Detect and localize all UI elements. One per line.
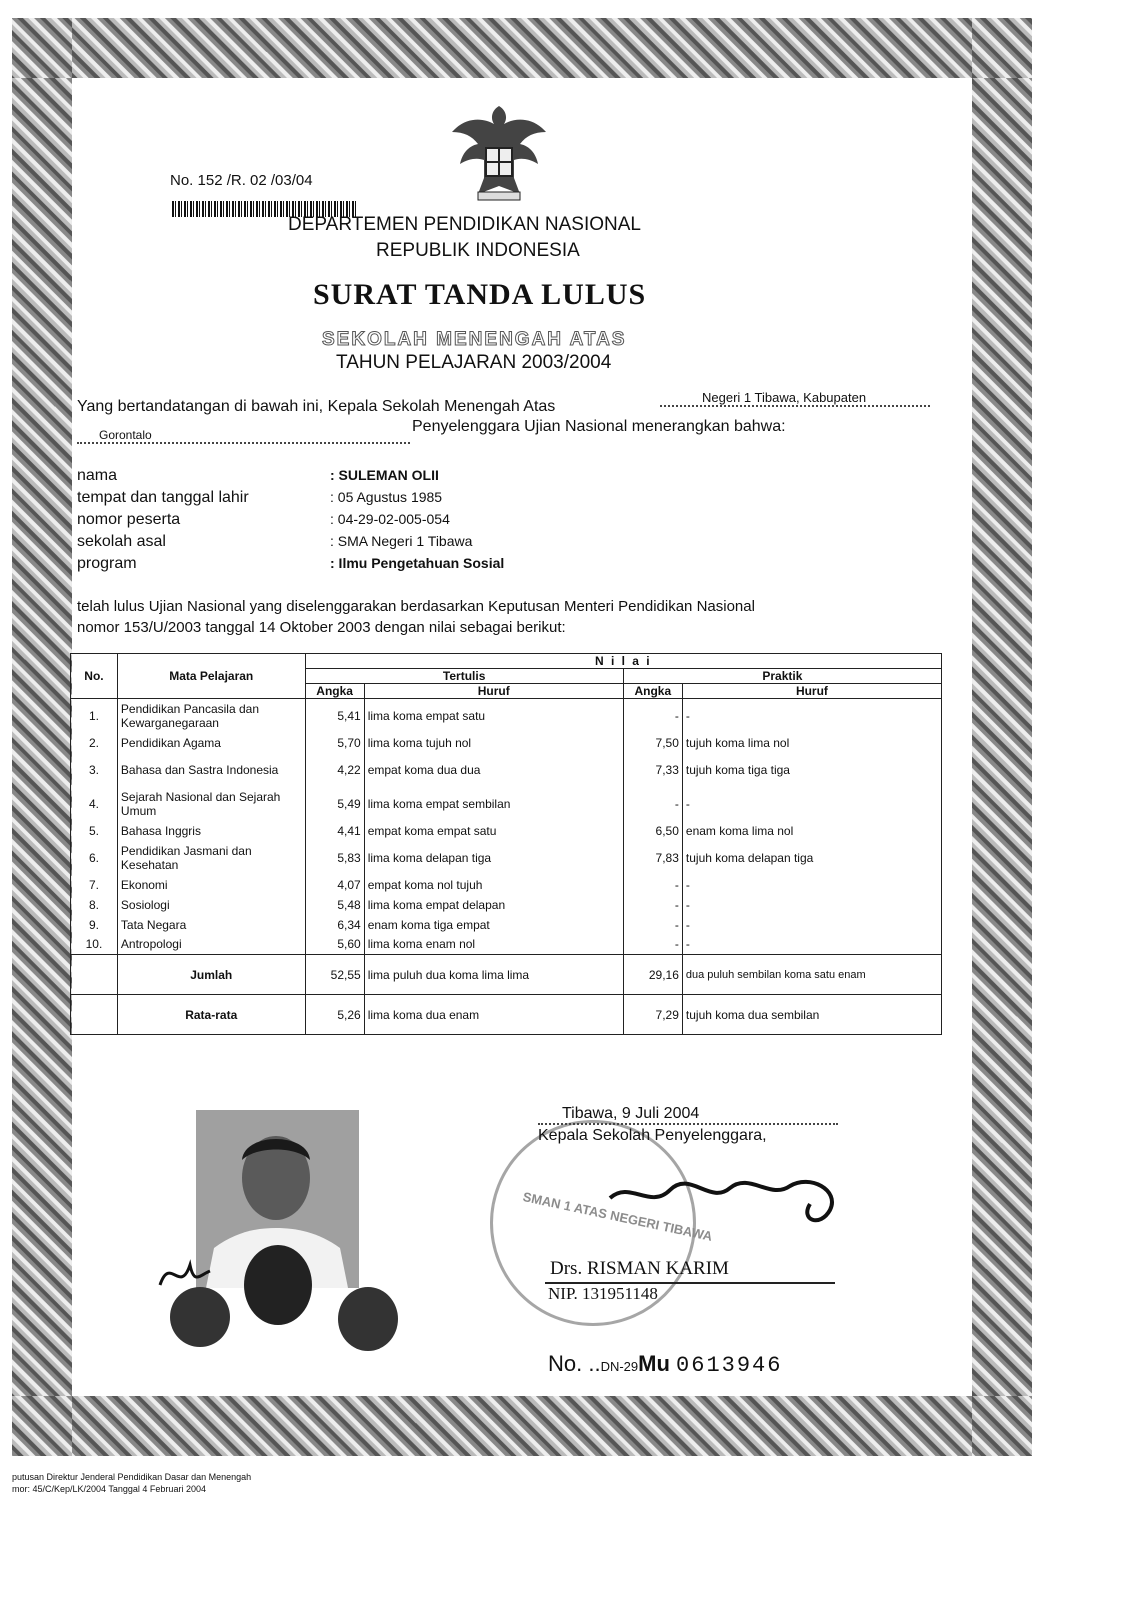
grade-subject: Pendidikan Jasmani dan Kesehatan bbox=[117, 841, 305, 875]
stamp-text: SMAN 1 ATAS NEGERI TIBAWA bbox=[521, 1189, 714, 1244]
grade-t-angka: 5,60 bbox=[305, 935, 364, 955]
value-school: : SMA Negeri 1 Tibawa bbox=[330, 533, 473, 549]
grade-subject: Tata Negara bbox=[117, 915, 305, 935]
average-p-angka: 7,29 bbox=[623, 995, 682, 1035]
header-p-angka: Angka bbox=[623, 684, 682, 699]
grade-p-angka: - bbox=[623, 935, 682, 955]
average-t-angka: 5,26 bbox=[305, 995, 364, 1035]
grade-no: 10. bbox=[71, 935, 118, 955]
grade-row bbox=[71, 787, 942, 821]
grade-t-angka: 5,83 bbox=[305, 841, 364, 875]
department-name: DEPARTEMEN PENDIDIKAN NASIONAL bbox=[288, 214, 641, 235]
grade-p-angka: - bbox=[623, 787, 682, 821]
grade-t-huruf: lima koma empat satu bbox=[364, 699, 623, 733]
grade-subject: Bahasa Inggris bbox=[117, 821, 305, 841]
principal-role: Kepala Sekolah Penyelenggara, bbox=[538, 1127, 767, 1144]
grade-t-angka: 5,49 bbox=[305, 787, 364, 821]
grade-p-huruf: enam koma lima nol bbox=[682, 821, 941, 841]
total-label: Jumlah bbox=[117, 955, 305, 995]
principal-nip: NIP. 131951148 bbox=[548, 1284, 658, 1303]
grade-t-angka: 4,41 bbox=[305, 821, 364, 841]
total-t-angka: 52,55 bbox=[305, 955, 364, 995]
grade-t-huruf: lima koma empat sembilan bbox=[364, 787, 623, 821]
grade-rows bbox=[71, 699, 942, 955]
serial-number bbox=[548, 1351, 782, 1378]
grade-p-huruf: - bbox=[682, 935, 941, 955]
value-name: : SULEMAN OLII bbox=[330, 467, 439, 483]
grade-p-huruf: - bbox=[682, 895, 941, 915]
label-name: nama bbox=[77, 467, 118, 484]
label-program: program bbox=[77, 555, 137, 572]
grade-no: 1. bbox=[71, 699, 118, 733]
grade-row bbox=[71, 895, 942, 915]
intro-line-2: Penyelenggara Ujian Nasional menerangkan bahwa: bbox=[412, 418, 786, 435]
grade-no: 6. bbox=[71, 841, 118, 875]
total-t-huruf: lima puluh dua koma lima lima bbox=[364, 955, 623, 995]
place-date: Tibawa, 9 Juli 2004 bbox=[538, 1105, 838, 1125]
grade-subject: Pendidikan Pancasila dan Kewarganegaraan bbox=[117, 699, 305, 733]
average-label: Rata-rata bbox=[117, 995, 305, 1035]
value-program: : Ilmu Pengetahuan Sosial bbox=[330, 555, 505, 571]
header-tertulis: Tertulis bbox=[305, 669, 623, 684]
grade-t-angka: 6,34 bbox=[305, 915, 364, 935]
grade-p-huruf: - bbox=[682, 699, 941, 733]
academic-year: TAHUN PELAJARAN 2003/2004 bbox=[336, 352, 612, 373]
fingerprints-icon bbox=[150, 1235, 410, 1355]
grade-t-huruf: lima koma enam nol bbox=[364, 935, 623, 955]
grade-p-angka: - bbox=[623, 699, 682, 733]
grade-p-huruf: - bbox=[682, 915, 941, 935]
average-t-huruf: lima koma dua enam bbox=[364, 995, 623, 1035]
grade-p-huruf: - bbox=[682, 787, 941, 821]
serial-digits: 0613946 bbox=[676, 1353, 783, 1378]
header-praktik: Praktik bbox=[623, 669, 941, 684]
grades-table bbox=[70, 653, 942, 1035]
grade-p-angka: - bbox=[623, 915, 682, 935]
average-row bbox=[71, 995, 942, 1035]
footer-line-2: mor: 45/C/Kep/LK/2004 Tanggal 4 Februari 2004 bbox=[12, 1484, 206, 1494]
label-birth: tempat dan tanggal lahir bbox=[77, 489, 249, 506]
grade-row bbox=[71, 875, 942, 895]
grade-row bbox=[71, 915, 942, 935]
grade-p-angka: 7,83 bbox=[623, 841, 682, 875]
school-type: SEKOLAH MENENGAH ATAS bbox=[322, 329, 627, 350]
grade-t-huruf: empat koma nol tujuh bbox=[364, 875, 623, 895]
statement-line-2: nomor 153/U/2003 tanggal 14 Oktober 2003 dengan nilai sebagai berikut: bbox=[77, 619, 566, 636]
serial-code: DN-29 bbox=[600, 1359, 639, 1374]
grade-t-huruf: lima koma tujuh nol bbox=[364, 733, 623, 753]
grade-t-huruf: empat koma empat satu bbox=[364, 821, 623, 841]
grade-p-huruf: tujuh koma lima nol bbox=[682, 733, 941, 753]
average-p-huruf: tujuh koma dua sembilan bbox=[682, 995, 941, 1035]
intro-line-1: Yang bertandatangan di bawah ini, Kepala Sekolah Menengah Atas bbox=[77, 398, 556, 415]
grade-subject: Sosiologi bbox=[117, 895, 305, 915]
grade-subject: Bahasa dan Sastra Indonesia bbox=[117, 753, 305, 787]
total-p-huruf: dua puluh sembilan koma satu enam bbox=[682, 955, 941, 995]
grade-p-angka: 7,50 bbox=[623, 733, 682, 753]
grade-row bbox=[71, 753, 942, 787]
grade-p-huruf: - bbox=[682, 875, 941, 895]
principal-signature-icon bbox=[600, 1150, 860, 1240]
grade-no: 8. bbox=[71, 895, 118, 915]
grade-t-angka: 5,41 bbox=[305, 699, 364, 733]
total-row bbox=[71, 955, 942, 995]
grade-no: 4. bbox=[71, 787, 118, 821]
statement-line-1: telah lulus Ujian Nasional yang diselenggarakan berdasarkan Keputusan Menteri Pendidikan Nasional bbox=[77, 598, 755, 615]
grade-row bbox=[71, 841, 942, 875]
value-exam-number: : 04-29-02-005-054 bbox=[330, 511, 450, 527]
footer-line-1: putusan Direktur Jenderal Pendidikan Dasar dan Menengah bbox=[12, 1472, 252, 1482]
header-no: No. bbox=[71, 654, 118, 699]
serial-mu: Mu bbox=[638, 1351, 670, 1376]
grade-no: 5. bbox=[71, 821, 118, 841]
grade-p-angka: - bbox=[623, 895, 682, 915]
grade-subject: Antropologi bbox=[117, 935, 305, 955]
grade-p-angka: 6,50 bbox=[623, 821, 682, 841]
school-fill-2: Gorontalo bbox=[77, 428, 410, 444]
grade-t-huruf: lima koma delapan tiga bbox=[364, 841, 623, 875]
republic-name: REPUBLIK INDONESIA bbox=[376, 240, 580, 261]
grade-t-huruf: enam koma tiga empat bbox=[364, 915, 623, 935]
grade-t-angka: 5,70 bbox=[305, 733, 364, 753]
header-t-angka: Angka bbox=[305, 684, 364, 699]
grade-t-huruf: lima koma empat delapan bbox=[364, 895, 623, 915]
principal-name: Drs. RISMAN KARIM bbox=[550, 1258, 729, 1279]
grade-row bbox=[71, 699, 942, 733]
grade-p-huruf: tujuh koma delapan tiga bbox=[682, 841, 941, 875]
total-p-angka: 29,16 bbox=[623, 955, 682, 995]
grade-t-angka: 4,22 bbox=[305, 753, 364, 787]
grade-no: 2. bbox=[71, 733, 118, 753]
grade-subject: Ekonomi bbox=[117, 875, 305, 895]
grade-row bbox=[71, 821, 942, 841]
serial-prefix: No. .. bbox=[548, 1351, 601, 1376]
grade-no: 9. bbox=[71, 915, 118, 935]
header-p-huruf: Huruf bbox=[682, 684, 941, 699]
label-school: sekolah asal bbox=[77, 533, 166, 550]
garuda-emblem-icon bbox=[444, 98, 554, 208]
grade-subject: Pendidikan Agama bbox=[117, 733, 305, 753]
grade-row bbox=[71, 935, 942, 955]
grade-t-huruf: empat koma dua dua bbox=[364, 753, 623, 787]
label-exam-number: nomor peserta bbox=[77, 511, 181, 528]
document-number: No. 152 /R. 02 /03/04 bbox=[170, 172, 313, 189]
grade-p-angka: - bbox=[623, 875, 682, 895]
grade-no: 7. bbox=[71, 875, 118, 895]
value-birth: : 05 Agustus 1985 bbox=[330, 489, 443, 505]
certificate-title: SURAT TANDA LULUS bbox=[313, 278, 647, 311]
grade-p-angka: 7,33 bbox=[623, 753, 682, 787]
grade-row bbox=[71, 733, 942, 753]
grade-p-huruf: tujuh koma tiga tiga bbox=[682, 753, 941, 787]
grade-t-angka: 4,07 bbox=[305, 875, 364, 895]
grade-no: 3. bbox=[71, 753, 118, 787]
header-subject: Mata Pelajaran bbox=[117, 654, 305, 699]
header-t-huruf: Huruf bbox=[364, 684, 623, 699]
grade-subject: Sejarah Nasional dan Sejarah Umum bbox=[117, 787, 305, 821]
header-nilai: N i l a i bbox=[305, 654, 941, 669]
school-fill-1: Negeri 1 Tibawa, Kabupaten bbox=[660, 390, 930, 407]
grade-t-angka: 5,48 bbox=[305, 895, 364, 915]
